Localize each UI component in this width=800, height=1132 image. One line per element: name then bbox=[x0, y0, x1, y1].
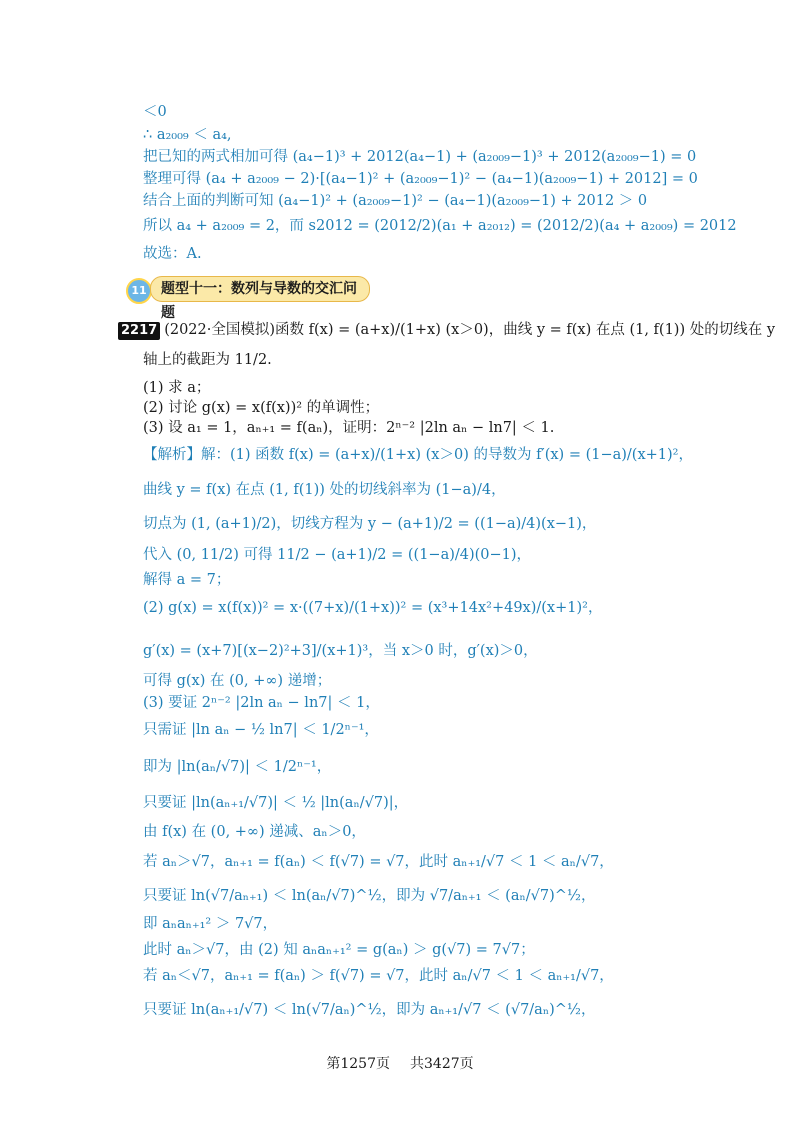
question-stem-line-2: 轴上的截距为 11/2. bbox=[143, 352, 272, 368]
solution-line: 即 aₙaₙ₊₁² ＞ 7√7， bbox=[143, 916, 278, 932]
question-part-1: (1) 求 a； bbox=[143, 380, 211, 396]
section-title: 题型十一：数列与导数的交汇问题 bbox=[150, 276, 370, 302]
solution-line: 曲线 y = f(x) 在点 (1, f(1)) 处的切线斜率为 (1−a)/4， bbox=[143, 482, 506, 498]
solution-line: g′(x) = (x+7)[(x−2)²+3]/(x+1)³，当 x＞0 时，g′(x)＞0， bbox=[143, 643, 538, 659]
solution-line: (2) g(x) = x(f(x))² = x·((7+x)/(1+x))² = (x³+14x²+49x)/(x+1)²， bbox=[143, 600, 603, 616]
solution-line: 此时 aₙ＞√7，由 (2) 知 aₙaₙ₊₁² = g(aₙ) ＞ g(√7) = 7√7； bbox=[143, 942, 535, 958]
text-line: ∴ a₂₀₀₉ ＜ a₄, bbox=[143, 127, 232, 143]
solution-line: 只要证 ln(aₙ₊₁/√7) ＜ ln(√7/aₙ)^½，即为 aₙ₊₁/√7 ＜ (√7/aₙ)^½， bbox=[143, 1002, 596, 1018]
question-part-3: (3) 设 a₁ = 1，aₙ₊₁ = f(aₙ)，证明：2ⁿ⁻² |2ln aₙ − ln7| ＜ 1. bbox=[143, 420, 555, 436]
solution-line: (3) 要证 2ⁿ⁻² |2ln aₙ − ln7| ＜ 1， bbox=[143, 695, 380, 711]
solution-line: 若 aₙ＞√7，aₙ₊₁ = f(aₙ) ＜ f(√7) = √7，此时 aₙ₊₁/√7 ＜ 1 ＜ aₙ/√7， bbox=[143, 854, 614, 870]
solution-line: 解得 a = 7； bbox=[143, 572, 231, 588]
text-line: 故选：A. bbox=[143, 246, 202, 262]
section-number-badge: 11 bbox=[126, 278, 152, 304]
solution-line: 只要证 ln(√7/aₙ₊₁) ＜ ln(aₙ/√7)^½，即为 √7/aₙ₊₁ ＜ (aₙ/√7)^½， bbox=[143, 888, 596, 904]
solution-line: 代入 (0, 11/2) 可得 11/2 − (a+1)/2 = ((1−a)/4)(0−1)， bbox=[143, 547, 532, 563]
question-stem-text: (2022·全国模拟)函数 f(x) = (a+x)/(1+x) (x＞0)，曲线 y = f(x) 在点 (1, f(1)) 处的切线在 y bbox=[164, 322, 776, 338]
solution-line: 若 aₙ＜√7，aₙ₊₁ = f(aₙ) ＞ f(√7) = √7，此时 aₙ/√7 ＜ 1 ＜ aₙ₊₁/√7， bbox=[143, 968, 614, 984]
question-stem-line-1 bbox=[118, 320, 775, 340]
question-part-2: (2) 讨论 g(x) = x(f(x))² 的单调性； bbox=[143, 400, 380, 416]
solution-line: 【解析】解：(1) 函数 f(x) = (a+x)/(1+x) (x＞0) 的导数为 f′(x) = (1−a)/(x+1)²， bbox=[143, 447, 693, 463]
page-number: 第1257页 bbox=[326, 1056, 390, 1072]
question-number-badge: 2217 bbox=[118, 322, 160, 340]
solution-line: 可得 g(x) 在 (0, +∞) 递增； bbox=[143, 673, 332, 689]
solution-line: 切点为 (1, (a+1)/2)，切线方程为 y − (a+1)/2 = ((1−a)/4)(x−1)， bbox=[143, 516, 597, 532]
text-line: 整理可得 (a₄ + a₂₀₀₉ − 2)·[(a₄−1)² + (a₂₀₀₉−1)² − (a₄−1)(a₂₀₀₉−1) + 2012] = 0 bbox=[143, 171, 698, 187]
text-line: 所以 a₄ + a₂₀₀₉ = 2，而 s2012 = (2012/2)(a₁ + a₂₀₁₂) = (2012/2)(a₄ + a₂₀₀₉) = 2012 bbox=[143, 218, 737, 234]
solution-line: 即为 |ln(aₙ/√7)| ＜ 1/2ⁿ⁻¹， bbox=[143, 759, 332, 775]
solution-line: 只需证 |ln aₙ − ½ ln7| ＜ 1/2ⁿ⁻¹， bbox=[143, 722, 379, 738]
page-footer bbox=[0, 1053, 800, 1073]
solution-line: 只要证 |ln(aₙ₊₁/√7)| ＜ ½ |ln(aₙ/√7)|， bbox=[143, 795, 409, 811]
text-line: ＜0 bbox=[143, 104, 167, 120]
solution-line: 由 f(x) 在 (0, +∞) 递减、aₙ＞0， bbox=[143, 824, 366, 840]
section-heading bbox=[122, 276, 370, 321]
text-line: 结合上面的判断可知 (a₄−1)² + (a₂₀₀₉−1)² − (a₄−1)(a₂₀₀₉−1) + 2012 ＞ 0 bbox=[143, 193, 648, 209]
text-line: 把已知的两式相加可得 (a₄−1)³ + 2012(a₄−1) + (a₂₀₀₉−1)³ + 2012(a₂₀₀₉−1) = 0 bbox=[143, 149, 697, 165]
total-pages: 共3427页 bbox=[410, 1056, 474, 1072]
